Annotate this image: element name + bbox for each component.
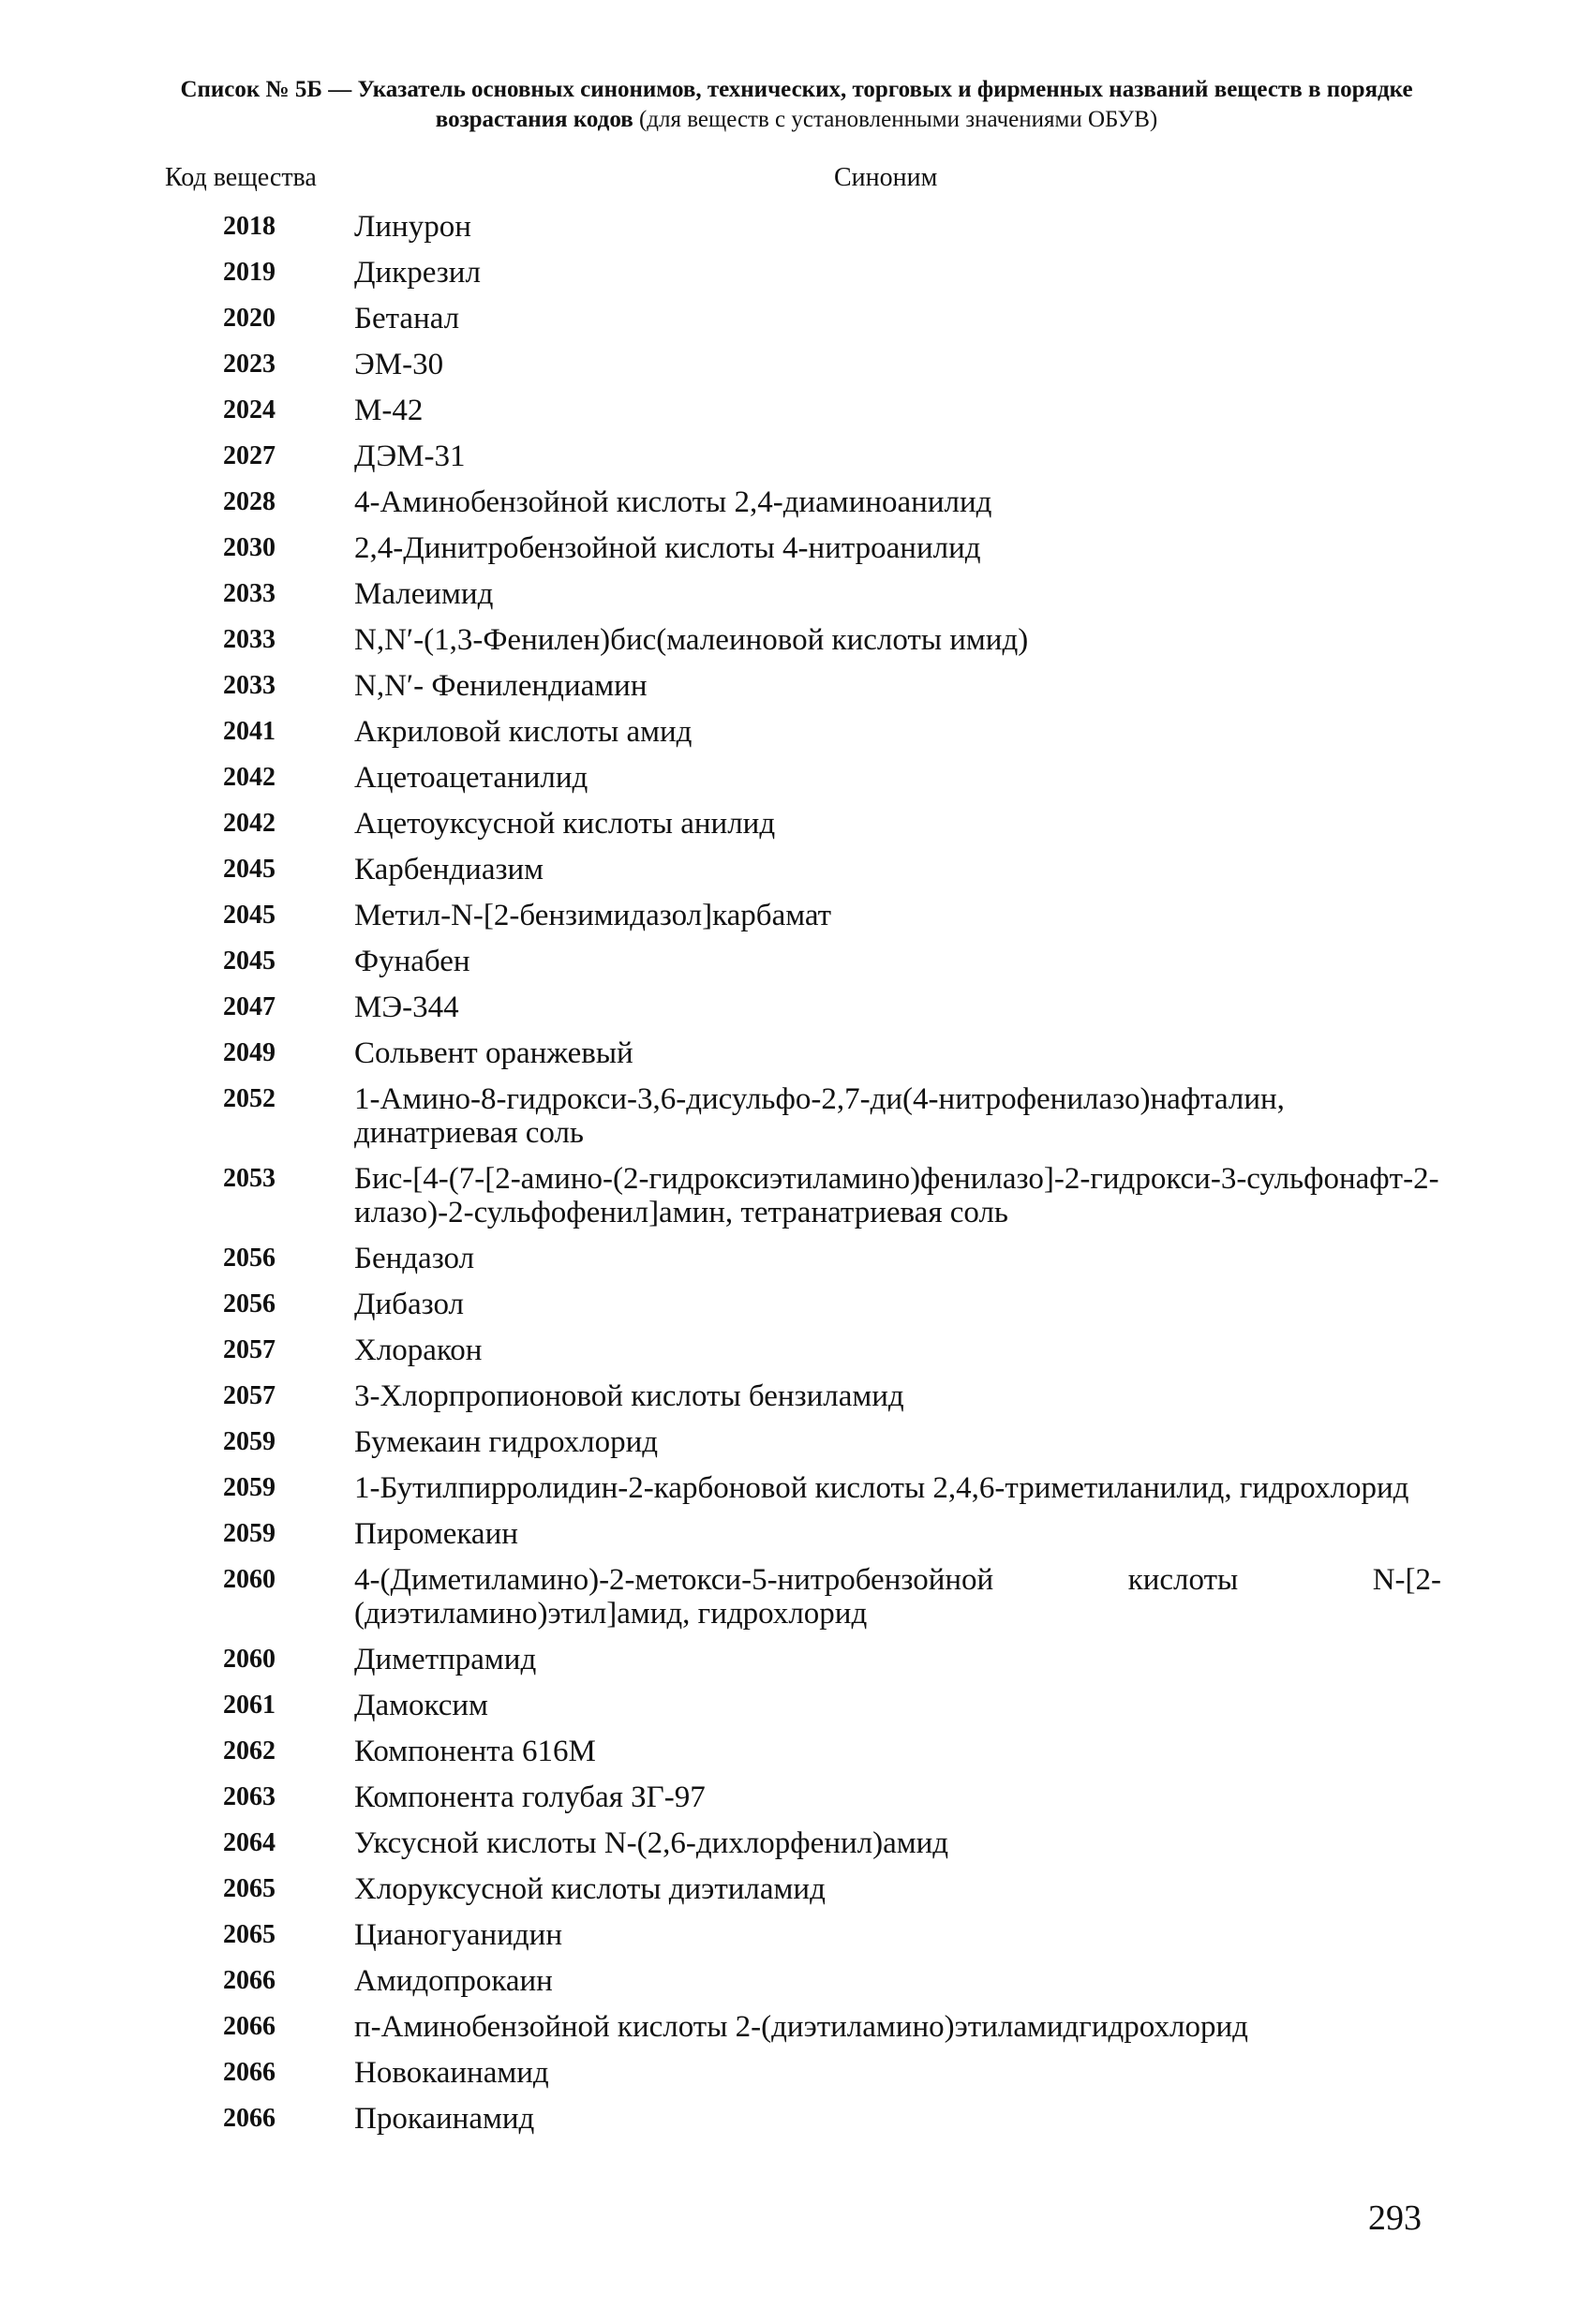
substance-code: 2049 <box>223 1038 276 1067</box>
synonym-text: 4-(Диметиламино)-2-метокси-5-нитробензойной кислоты N-[2-(диэтиламино)этил]амид, гидрохлорид <box>354 1563 1441 1631</box>
substance-code: 2062 <box>223 1736 276 1765</box>
table-row <box>0 1959 1594 2004</box>
synonym-text: Новокаинамид <box>354 2056 549 2090</box>
table-row <box>0 296 1594 342</box>
synonym-text: МЭ-344 <box>354 991 459 1024</box>
synonym-text: Карбендиазим <box>354 853 544 886</box>
substance-code: 2033 <box>223 625 276 654</box>
table-row <box>0 1420 1594 1466</box>
table-row <box>0 1077 1594 1156</box>
substance-code: 2045 <box>223 855 276 884</box>
synonym-text: Бендазол <box>354 1242 475 1275</box>
table-row <box>0 1328 1594 1374</box>
table-row <box>0 1374 1594 1420</box>
synonym-text: ЭМ-30 <box>354 348 444 381</box>
substance-code: 2047 <box>223 992 276 1021</box>
synonym-text: 1-Амино-8-гидрокси-3,6-дисульфо-2,7-ди(4-нитрофенилазо)нафталин, динатриевая соль <box>354 1082 1285 1150</box>
synonym-text: N,N′-(1,3-Фенилен)бис(малеиновой кислоты имид) <box>354 623 1029 657</box>
substance-code: 2045 <box>223 901 276 930</box>
table-row <box>0 250 1594 296</box>
table-row <box>0 526 1594 572</box>
substance-code: 2057 <box>223 1381 276 1410</box>
substance-code: 2061 <box>223 1691 276 1720</box>
synonym-text: Акриловой кислоты амид <box>354 715 693 749</box>
table-row <box>0 434 1594 480</box>
synonym-text: п-Аминобензойной кислоты 2-(диэтиламино)этиламидгидрохлорид <box>354 2010 1248 2044</box>
column-headers <box>0 163 1594 197</box>
substance-code: 2018 <box>223 212 276 241</box>
table-row <box>0 1031 1594 1077</box>
synonym-text: Малеимид <box>354 577 494 611</box>
table-row <box>0 572 1594 618</box>
table-row <box>0 2004 1594 2050</box>
synonym-text: Сольвент оранжевый <box>354 1036 633 1070</box>
list-title: Список № 5Б — Указатель основных синонимов, технических, торговых и фирменных названий веществ в порядке возрастания кодов <box>180 77 1413 132</box>
synonym-text: ДЭМ-31 <box>354 439 466 473</box>
synonym-column-header: Синоним <box>834 163 938 192</box>
synonym-text: Ацетоуксусной кислоты анилид <box>354 807 776 841</box>
table-row <box>0 480 1594 526</box>
table-row <box>0 801 1594 847</box>
list-title-note: (для веществ с установленными значениями ОБУВ) <box>638 107 1158 132</box>
table-row <box>0 1637 1594 1683</box>
synonym-text: Ацетоацетанилид <box>354 761 588 795</box>
substance-code: 2066 <box>223 2012 276 2041</box>
synonym-text: Фунабен <box>354 945 470 978</box>
table-row <box>0 1913 1594 1959</box>
synonym-text: Линурон <box>354 210 471 244</box>
table-row <box>0 1557 1594 1637</box>
substance-code: 2023 <box>223 350 276 379</box>
synonym-text: Пиромекаин <box>354 1517 518 1551</box>
substance-code: 2066 <box>223 1966 276 1995</box>
table-row <box>0 1867 1594 1913</box>
synonym-text: Дибазол <box>354 1288 464 1321</box>
synonym-text: Бис-[4-(7-[2-амино-(2-гидроксиэтиламино)фенилазо]-2-гидрокси-3-сульфонафт-2-илазо)-2-сульфофенил]амин, тетранатриевая соль <box>354 1162 1439 1229</box>
table-row <box>0 1729 1594 1775</box>
synonym-text: Метил-N-[2-бензимидазол]карбамат <box>354 899 832 932</box>
substance-code: 2052 <box>223 1084 276 1113</box>
table-row <box>0 204 1594 250</box>
synonym-text: N,N′- Фенилендиамин <box>354 669 648 703</box>
table-row <box>0 755 1594 801</box>
page-number: 293 <box>1368 2198 1422 2238</box>
synonym-text: Цианогуанидин <box>354 1918 562 1952</box>
substance-code: 2063 <box>223 1782 276 1811</box>
page-header <box>141 75 1452 135</box>
substance-code: 2059 <box>223 1473 276 1502</box>
synonym-text: Бетанал <box>354 302 460 335</box>
table-row <box>0 1821 1594 1867</box>
table-row <box>0 1466 1594 1512</box>
synonym-text: Компонента 616М <box>354 1735 596 1768</box>
synonym-text: М-42 <box>354 394 424 427</box>
substance-code: 2019 <box>223 258 276 287</box>
table-row <box>0 342 1594 388</box>
synonym-text: Дамоксим <box>354 1689 488 1722</box>
substance-code: 2033 <box>223 579 276 608</box>
synonym-text: 1-Бутилпирролидин-2-карбоновой кислоты 2,4,6-триметиланилид, гидрохлорид <box>354 1471 1409 1505</box>
substance-code: 2064 <box>223 1828 276 1857</box>
substance-code: 2066 <box>223 2058 276 2087</box>
substance-code: 2030 <box>223 533 276 562</box>
table-row <box>0 1775 1594 1821</box>
substance-code: 2033 <box>223 671 276 700</box>
substance-code: 2059 <box>223 1519 276 1548</box>
synonym-text: Диметпрамид <box>354 1643 537 1676</box>
substance-code: 2057 <box>223 1335 276 1364</box>
table-row <box>0 2096 1594 2142</box>
synonym-text: Хлоруксусной кислоты диэтиламид <box>354 1872 826 1906</box>
substance-code: 2060 <box>223 1645 276 1674</box>
table-row <box>0 1236 1594 1282</box>
table-row <box>0 388 1594 434</box>
substance-code: 2065 <box>223 1874 276 1903</box>
synonym-text: 4-Аминобензойной кислоты 2,4-диаминоанилид <box>354 485 992 519</box>
substance-code: 2042 <box>223 763 276 792</box>
synonym-table <box>0 204 1594 2142</box>
table-row <box>0 1282 1594 1328</box>
synonym-text: Прокаинамид <box>354 2102 535 2136</box>
substance-code: 2066 <box>223 2104 276 2133</box>
table-row <box>0 1156 1594 1236</box>
substance-code: 2060 <box>223 1565 276 1594</box>
substance-code: 2020 <box>223 304 276 333</box>
synonym-text: 2,4-Динитробензойной кислоты 4-нитроанилид <box>354 531 981 565</box>
synonym-text: Дикрезил <box>354 256 481 290</box>
synonym-text: Компонента голубая ЗГ-97 <box>354 1780 706 1814</box>
table-row <box>0 709 1594 755</box>
table-row <box>0 618 1594 663</box>
substance-code: 2045 <box>223 946 276 976</box>
synonym-text: Амидопрокаин <box>354 1964 553 1998</box>
substance-code: 2041 <box>223 717 276 746</box>
substance-code: 2027 <box>223 441 276 470</box>
table-row <box>0 847 1594 893</box>
synonym-text: Бумекаин гидрохлорид <box>354 1425 659 1459</box>
synonym-text: 3-Хлорпропионовой кислоты бензиламид <box>354 1379 904 1413</box>
substance-code: 2059 <box>223 1427 276 1456</box>
table-row <box>0 985 1594 1031</box>
table-row <box>0 893 1594 939</box>
table-row <box>0 939 1594 985</box>
table-row <box>0 1512 1594 1557</box>
code-column-header: Код вещества <box>165 163 317 192</box>
substance-code: 2024 <box>223 395 276 425</box>
substance-code: 2065 <box>223 1920 276 1949</box>
synonym-text: Уксусной кислоты N-(2,6-дихлорфенил)амид <box>354 1826 949 1860</box>
synonym-text: Хлоракон <box>354 1333 483 1367</box>
substance-code: 2042 <box>223 809 276 838</box>
substance-code: 2056 <box>223 1244 276 1273</box>
table-row <box>0 2050 1594 2096</box>
substance-code: 2053 <box>223 1164 276 1193</box>
substance-code: 2056 <box>223 1289 276 1318</box>
table-row <box>0 1683 1594 1729</box>
substance-code: 2028 <box>223 487 276 516</box>
table-row <box>0 663 1594 709</box>
